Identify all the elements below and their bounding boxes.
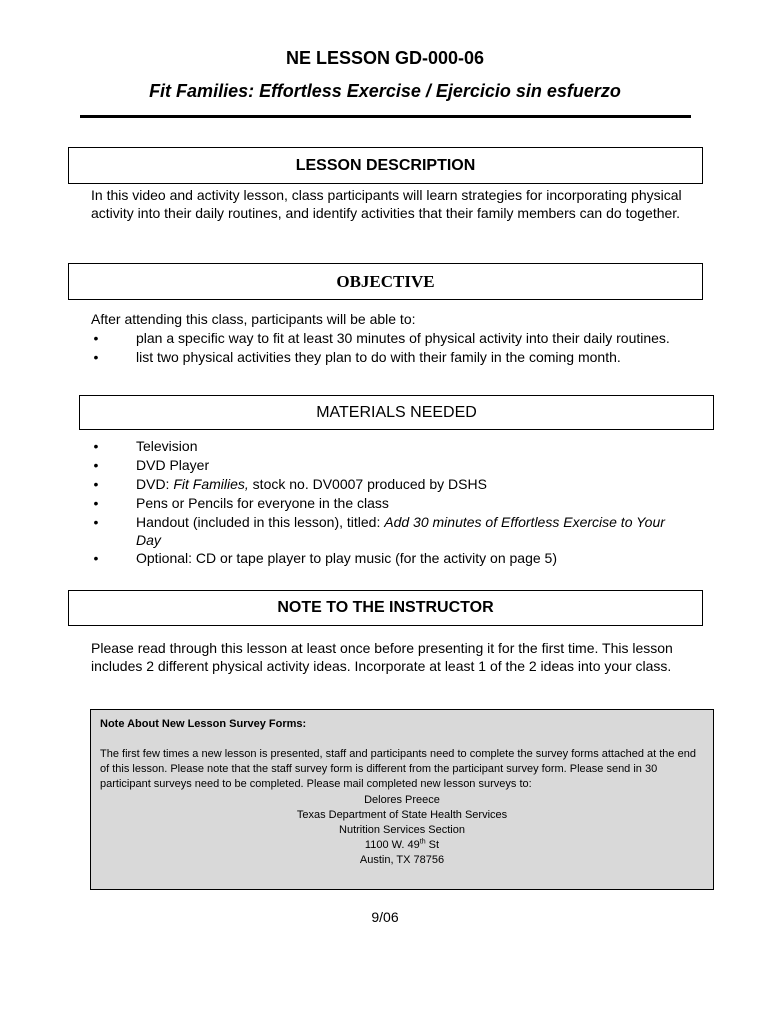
- objective-heading: OBJECTIVE: [336, 271, 435, 291]
- bullet-icon: •: [93, 495, 99, 511]
- mailing-address: [100, 793, 704, 868]
- page-subtitle: Fit Families: Effortless Exercise / Ejercicio sin esfuerzo: [149, 81, 621, 101]
- address-name: Delores Preece: [364, 794, 440, 806]
- list-item: • Pens or Pencils for everyone in the class: [91, 494, 691, 513]
- note-instructor-text: Please read through this lesson at least once before presenting it for the first time. This lesson includes 2 different physical activity ideas. Incorporate at least 1 of the 2 ideas into your class.: [91, 640, 673, 674]
- bullet-icon: •: [93, 514, 99, 530]
- objective-heading-box: [68, 263, 703, 300]
- list-item: • Optional: CD or tape player to play music (for the activity on page 5): [91, 549, 691, 568]
- survey-note-text: The first few times a new lesson is presented, staff and participants need to complete the survey forms attached at the end of this lesson. Please note that the staff survey form is different from the participant survey form. Please send in 30 participant surveys need to be completed. Please mail completed new lesson surveys to:: [100, 748, 696, 790]
- list-item: • DVD: Fit Families, stock no. DV0007 produced by DSHS: [91, 475, 691, 494]
- materials-heading-box: [79, 395, 714, 430]
- materials-list: [91, 437, 691, 568]
- address-section: Nutrition Services Section: [339, 824, 465, 836]
- footer-date: 9/06: [371, 909, 399, 925]
- list-item: • Television: [91, 437, 691, 456]
- lesson-description-heading-box: [68, 147, 703, 184]
- survey-note-heading: Note About New Lesson Survey Forms:: [100, 718, 307, 730]
- bullet-icon: •: [93, 457, 99, 473]
- bullet-icon: •: [93, 476, 99, 492]
- note-instructor-heading: NOTE TO THE INSTRUCTOR: [277, 599, 494, 616]
- materials-heading: MATERIALS NEEDED: [316, 403, 477, 421]
- survey-note-box: [90, 709, 714, 890]
- objective-list: [91, 329, 691, 366]
- address-org: Texas Department of State Health Services: [296, 809, 508, 821]
- lesson-description-text: In this video and activity lesson, class participants will learn strategies for incorporating physical activity into their daily routines, and identify activities that their family members can do together.: [91, 187, 682, 221]
- address-street: 1100 W. 49th St: [364, 838, 440, 851]
- note-instructor-heading-box: [68, 590, 703, 626]
- title-divider: [80, 115, 691, 118]
- objective-intro: After attending this class, participants will be able to:: [91, 311, 416, 327]
- lesson-description-heading: LESSON DESCRIPTION: [295, 156, 476, 174]
- list-item: • list two physical activities they plan to do with their family in the coming month.: [91, 348, 691, 366]
- list-item: • plan a specific way to fit at least 30 minutes of physical activity into their daily routines.: [91, 329, 691, 347]
- list-item: • DVD Player: [91, 456, 691, 475]
- list-item: • Handout (included in this lesson), titled: Add 30 minutes of Effortless Exercise to Your Day: [91, 513, 691, 549]
- bullet-icon: •: [93, 330, 99, 346]
- bullet-icon: •: [93, 349, 99, 365]
- bullet-icon: •: [93, 550, 99, 566]
- bullet-icon: •: [93, 438, 99, 454]
- address-city: Austin, TX 78756: [359, 854, 445, 866]
- page-title: NE LESSON GD-000-06: [285, 48, 485, 68]
